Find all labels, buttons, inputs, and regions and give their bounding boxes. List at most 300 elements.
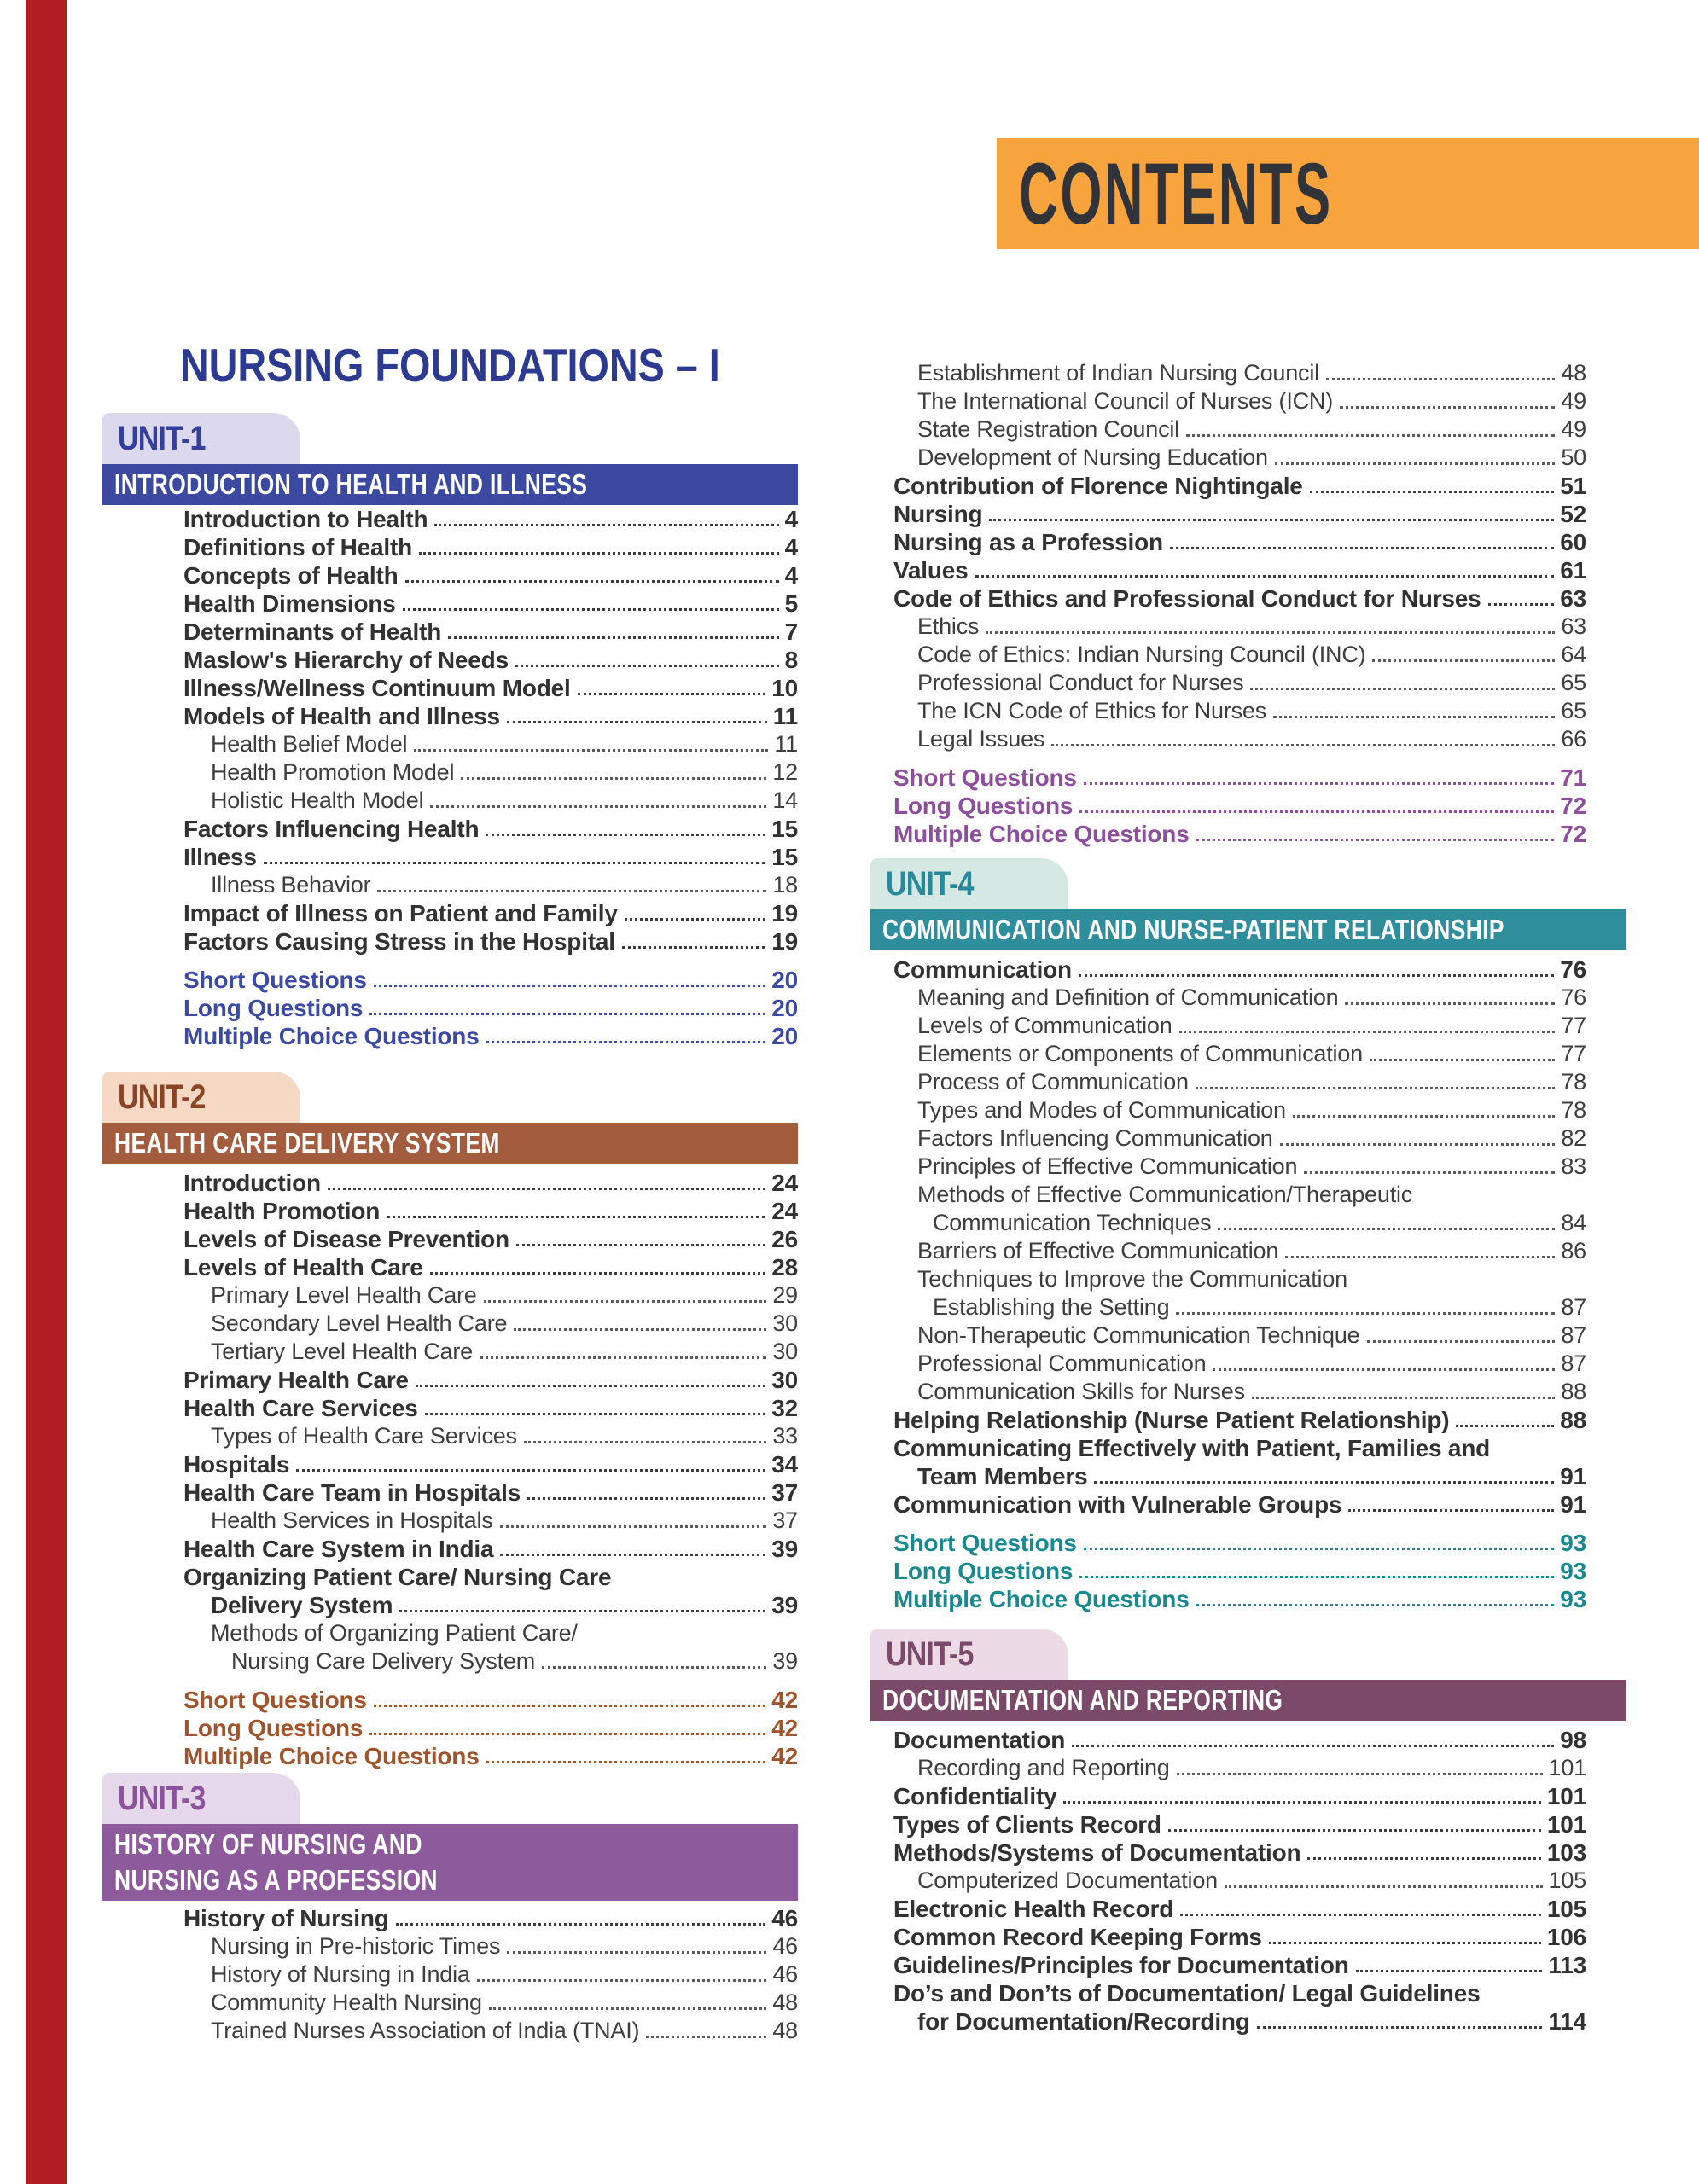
unit2-block (102, 1072, 798, 1770)
toc-page-number: 60 (1560, 529, 1586, 555)
dotted-leader (500, 1525, 767, 1528)
toc-entry (893, 472, 1626, 500)
toc-page-number: 48 (772, 1989, 798, 2015)
toc-entry (893, 1490, 1626, 1519)
toc-page-number: 33 (772, 1423, 798, 1449)
toc-page-number: 114 (1548, 2008, 1586, 2035)
dotted-leader (414, 749, 768, 752)
toc-entry-label: Health Care System in India (183, 1536, 494, 1562)
dotted-leader (1196, 1604, 1555, 1606)
dotted-leader (1340, 406, 1555, 409)
toc-entry-label: Professional Conduct for Nurses (917, 670, 1244, 695)
dotted-leader (1367, 1340, 1556, 1343)
dotted-leader (461, 777, 766, 780)
dotted-leader (1273, 716, 1555, 718)
dotted-leader (500, 1554, 765, 1556)
toc-page-number: 4 (784, 534, 798, 561)
toc-entry-label: Holistic Health Model (211, 787, 424, 813)
toc-entry-label: Values (893, 557, 969, 584)
toc-page-number: 24 (771, 1170, 798, 1196)
dotted-leader (524, 1441, 767, 1443)
toc-entry-label: Concepts of Health (183, 562, 399, 589)
toc-entry-label: Legal Issues (917, 726, 1045, 752)
toc-entry-label: Secondary Level Health Care (211, 1310, 508, 1336)
dotted-leader (516, 1244, 765, 1246)
dotted-leader (1250, 688, 1555, 690)
toc-entry (917, 1181, 1626, 1209)
dotted-leader (1177, 1773, 1543, 1775)
toc-page-number: 101 (1546, 1811, 1586, 1838)
toc-entry (211, 2017, 798, 2045)
dotted-leader (296, 1469, 765, 1472)
toc-entry-label: Communication Skills for Nurses (917, 1379, 1245, 1404)
toc-entry (211, 1932, 798, 1960)
toc-page-number: 106 (1546, 1924, 1586, 1950)
toc-page-number: 34 (771, 1451, 798, 1478)
toc-entry (917, 387, 1626, 415)
toc-entry (917, 697, 1626, 725)
unit5-tab (870, 1629, 1068, 1680)
toc-entry (893, 584, 1626, 613)
toc-page-number: 4 (784, 562, 798, 589)
toc-entry (893, 1923, 1626, 1951)
toc-entry-label: Communication with Vulnerable Groups (893, 1491, 1342, 1518)
toc-page-number: 101 (1546, 1783, 1586, 1809)
toc-page-number: 103 (1546, 1839, 1586, 1866)
toc-entry (917, 1754, 1626, 1782)
unit2-tab (102, 1072, 300, 1123)
dotted-leader (369, 1733, 765, 1735)
toc-page-number: 42 (771, 1687, 798, 1713)
dotted-leader (622, 946, 765, 949)
toc-entry (183, 505, 798, 533)
dotted-leader (1370, 1059, 1555, 1061)
page-edge-red-strip (26, 0, 67, 2184)
toc-page-number: 66 (1561, 726, 1586, 752)
toc-page-number: 5 (784, 590, 798, 617)
unit4-tab-label: UNIT-4 (886, 864, 974, 903)
toc-entry (183, 1197, 798, 1225)
toc-page-number: 88 (1560, 1407, 1586, 1433)
toc-entry (183, 1686, 798, 1714)
toc-entry (211, 1591, 798, 1619)
toc-entry (917, 1462, 1626, 1490)
toc-page-number: 77 (1561, 1013, 1586, 1038)
toc-entry (183, 533, 798, 561)
unit3cont-entries (870, 359, 1626, 848)
toc-page-number: 63 (1561, 613, 1586, 639)
unit3-title-bar (102, 1824, 798, 1901)
toc-entry (211, 730, 798, 758)
toc-entry (893, 1810, 1626, 1838)
toc-entry-label: Communication (893, 956, 1072, 983)
dotted-leader (377, 890, 766, 892)
toc-page-number: 8 (784, 647, 798, 673)
dotted-leader (1252, 1397, 1555, 1399)
toc-page-number: 72 (1560, 793, 1586, 819)
toc-entry-label: Hospitals (183, 1451, 290, 1478)
dotted-leader (399, 1610, 765, 1612)
dotted-leader (1079, 810, 1554, 813)
toc-entry (893, 556, 1626, 584)
unit3cont-questions (870, 764, 1626, 848)
unit2-title-bar (102, 1123, 798, 1164)
toc-page-number: 49 (1561, 388, 1586, 414)
toc-entry (211, 1989, 798, 2017)
toc-entry (917, 669, 1626, 697)
toc-entry (917, 1153, 1626, 1181)
dotted-leader (416, 1385, 765, 1387)
dotted-leader (646, 2036, 766, 2038)
toc-entry (917, 359, 1626, 387)
toc-entry (893, 1895, 1626, 1923)
toc-page-number: 84 (1561, 1210, 1586, 1235)
toc-page-number: 30 (771, 1367, 798, 1393)
toc-entry-label: for Documentation/Recording (917, 2008, 1250, 2035)
toc-page-number: 4 (784, 506, 798, 532)
toc-entry-label: Health Promotion (183, 1198, 381, 1224)
toc-page-number: 113 (1548, 1952, 1586, 1978)
toc-page-number: 24 (771, 1198, 798, 1224)
unit1-title-bar (102, 464, 798, 505)
unit5-title-bar (870, 1680, 1626, 1721)
toc-page-number: 98 (1560, 1727, 1586, 1753)
toc-page-number: 93 (1560, 1530, 1586, 1556)
dotted-leader (1051, 744, 1555, 746)
dotted-leader (1345, 1002, 1555, 1005)
toc-right-column (870, 0, 1626, 2184)
toc-page-number: 52 (1560, 501, 1586, 527)
toc-entry-label: Communicating Effectively with Patient, Families and (893, 1435, 1491, 1461)
unit4-entries (870, 956, 1626, 1613)
toc-entry-label: Illness Behavior (211, 872, 371, 897)
toc-entry (893, 1726, 1626, 1754)
dotted-leader (1213, 1368, 1555, 1371)
toc-entry-label: Code of Ethics: Indian Nursing Council (INC) (917, 642, 1366, 667)
toc-entry-label: The ICN Code of Ethics for Nurses (917, 698, 1267, 723)
toc-entry-label: Definitions of Health (183, 534, 413, 561)
toc-entry-label: Common Record Keeping Forms (893, 1924, 1262, 1950)
toc-page-number: 78 (1561, 1097, 1586, 1123)
toc-entry-label: Multiple Choice Questions (183, 1743, 480, 1769)
toc-page-number: 78 (1561, 1069, 1586, 1095)
toc-page-number: 48 (772, 2018, 798, 2043)
toc-entry-label: Introduction (183, 1170, 321, 1196)
toc-entry-label: Code of Ethics and Professional Conduct for Nurses (893, 585, 1481, 612)
unit2-title-line: HEALTH CARE DELIVERY SYSTEM (114, 1127, 500, 1159)
toc-entry-label: Factors Influencing Communication (917, 1125, 1273, 1151)
toc-entry (917, 613, 1626, 641)
toc-entry-label: Short Questions (183, 1687, 367, 1713)
dotted-leader (989, 519, 1554, 521)
unit5-tab-label: UNIT-5 (886, 1635, 974, 1673)
unit4-title-bar (870, 909, 1626, 950)
toc-entry (211, 1338, 798, 1366)
toc-entry-label: Health Dimensions (183, 590, 396, 617)
toc-entry-label: State Registration Council (917, 416, 1179, 442)
toc-page-number: 10 (771, 675, 798, 701)
toc-left-column (102, 0, 798, 2184)
toc-entry-label: Trained Nurses Association of India (TNAI) (211, 2018, 640, 2043)
toc-entry-label: Team Members (917, 1463, 1088, 1490)
toc-entry-label: Levels of Disease Prevention (183, 1226, 509, 1252)
toc-entry-label: Nursing (893, 501, 983, 527)
toc-entry (183, 994, 798, 1022)
toc-entry (183, 843, 798, 871)
toc-entry-label: Professional Communication (917, 1350, 1207, 1376)
toc-page-number: 46 (771, 1905, 798, 1931)
toc-page-number: 87 (1561, 1294, 1586, 1320)
dotted-leader (578, 693, 766, 695)
toc-page-number: 64 (1561, 642, 1586, 667)
toc-page-number: 83 (1561, 1153, 1586, 1179)
dotted-leader (1079, 974, 1554, 977)
toc-entry-label: Communication Techniques (933, 1210, 1212, 1235)
toc-entry (917, 1012, 1626, 1040)
toc-page-number: 65 (1561, 670, 1586, 695)
unit4-title-line: COMMUNICATION AND NURSE-PATIENT RELATIONSHIP (882, 914, 1504, 945)
toc-entry-label: History of Nursing (183, 1905, 389, 1931)
toc-entry-label: Primary Level Health Care (211, 1282, 477, 1308)
toc-page-number: 18 (772, 872, 798, 897)
dotted-leader (625, 918, 765, 921)
dotted-leader (1196, 839, 1555, 841)
dotted-leader (489, 2007, 767, 2010)
toc-page-number: 20 (771, 1023, 798, 1049)
toc-entry (211, 1422, 798, 1450)
toc-entry (917, 2007, 1626, 2036)
toc-page-number: 32 (771, 1395, 798, 1421)
toc-entry-label: Community Health Nursing (211, 1989, 482, 2015)
toc-entry-label: Elements or Components of Communication (917, 1041, 1363, 1066)
dotted-leader (1285, 1256, 1555, 1258)
toc-entry (211, 1310, 798, 1338)
toc-entry (183, 1169, 798, 1197)
toc-entry-label: Methods/Systems of Documentation (893, 1839, 1301, 1866)
toc-entry (183, 1563, 798, 1591)
dotted-leader (1304, 1171, 1555, 1174)
dotted-leader (1084, 782, 1554, 785)
dotted-leader (430, 1272, 766, 1275)
dotted-leader (486, 1041, 766, 1043)
dotted-leader (387, 1216, 765, 1218)
toc-entry (893, 1782, 1626, 1810)
toc-page-number: 39 (771, 1592, 798, 1618)
toc-page-number: 65 (1561, 698, 1586, 723)
toc-page-number: 20 (771, 967, 798, 993)
toc-entry (211, 758, 798, 787)
dotted-leader (542, 1666, 766, 1669)
toc-entry (183, 618, 798, 646)
toc-entry-label: Illness/Wellness Continuum Model (183, 675, 571, 701)
unit3-title-line: NURSING AS A PROFESSION (114, 1864, 438, 1896)
toc-entry (933, 1293, 1626, 1321)
dotted-leader (1186, 434, 1555, 437)
toc-entry (211, 1507, 798, 1535)
unit1-tab (102, 413, 300, 464)
toc-entry-label: Short Questions (893, 764, 1077, 791)
toc-page-number: 82 (1561, 1125, 1586, 1151)
toc-entry-label: Short Questions (183, 967, 367, 993)
toc-entry-label: Long Questions (893, 793, 1074, 819)
toc-entry-label: Long Questions (183, 995, 364, 1021)
toc-page-number: 15 (771, 844, 798, 870)
dotted-leader (484, 1300, 767, 1303)
toc-page-number: 28 (771, 1254, 798, 1281)
toc-entry-label: Helping Relationship (Nurse Patient Relationship) (893, 1407, 1450, 1433)
toc-entry (183, 1478, 798, 1507)
toc-entry (917, 1237, 1626, 1265)
toc-page-number: 14 (772, 787, 798, 813)
toc-entry (893, 792, 1626, 820)
toc-page-number: 46 (772, 1933, 798, 1959)
toc-entry (917, 1068, 1626, 1096)
toc-entry-label: Levels of Health Care (183, 1254, 423, 1281)
toc-entry-label: Multiple Choice Questions (183, 1023, 480, 1049)
toc-entry (183, 1714, 798, 1742)
dotted-leader (448, 636, 779, 639)
toc-entry-label: Models of Health and Illness (183, 703, 500, 729)
dotted-leader (369, 1013, 765, 1015)
toc-page-number: 91 (1560, 1491, 1586, 1518)
toc-entry (183, 1394, 798, 1422)
toc-entry-label: Methods of Effective Communication/Therapeutic (917, 1182, 1413, 1207)
toc-entry-label: Long Questions (183, 1715, 364, 1741)
toc-entry (893, 956, 1626, 984)
dotted-leader (1168, 1829, 1541, 1832)
toc-entry (917, 1350, 1626, 1378)
toc-entry-label: Introduction to Health (183, 506, 428, 532)
dotted-leader (986, 631, 1555, 634)
toc-page-number: 11 (772, 703, 798, 729)
toc-entry (893, 1585, 1626, 1613)
dotted-leader (1280, 1143, 1556, 1146)
dotted-leader (1293, 1115, 1556, 1118)
toc-entry (183, 590, 798, 618)
toc-entry-label: Health Care Services (183, 1395, 418, 1421)
toc-entry-label: Multiple Choice Questions (893, 821, 1190, 847)
dotted-leader (1094, 1481, 1554, 1484)
toc-entry-label: Primary Health Care (183, 1367, 409, 1393)
toc-page-number: 50 (1561, 444, 1586, 470)
toc-page-number: 12 (772, 759, 798, 785)
toc-page-number: 7 (784, 619, 798, 645)
dotted-leader (434, 524, 778, 526)
toc-page-number: 39 (771, 1536, 798, 1562)
toc-entry-label: Nursing Care Delivery System (231, 1648, 535, 1674)
toc-entry (917, 641, 1626, 669)
toc-entry-label: Documentation (893, 1727, 1066, 1753)
toc-entry-label: Process of Communication (917, 1069, 1189, 1095)
dotted-leader (1218, 1228, 1555, 1230)
dotted-leader (486, 834, 765, 836)
dotted-leader (1063, 1801, 1540, 1804)
toc-page-number: 93 (1560, 1558, 1586, 1584)
dotted-leader (425, 1413, 766, 1415)
toc-page-number: 72 (1560, 821, 1586, 847)
toc-entry (917, 1321, 1626, 1350)
toc-entry-label: Types and Modes of Communication (917, 1097, 1286, 1123)
toc-entry (893, 820, 1626, 848)
unit4-tab (870, 858, 1068, 909)
toc-entry-label: Delivery System (211, 1592, 393, 1618)
toc-page-number: 91 (1560, 1463, 1586, 1490)
toc-entry (183, 966, 798, 994)
toc-entry-label: Electronic Health Record (893, 1896, 1174, 1922)
toc-entry (893, 1979, 1626, 2007)
toc-page-number: 46 (772, 1961, 798, 1987)
toc-page-number: 61 (1560, 557, 1586, 584)
dotted-leader (1072, 1745, 1554, 1747)
toc-entry (183, 674, 798, 702)
toc-entry (183, 1366, 798, 1394)
toc-entry (893, 528, 1626, 556)
book-part-title-label: NURSING FOUNDATIONS – I (180, 339, 720, 392)
toc-entry-label: Illness (183, 844, 257, 870)
toc-entry (183, 815, 798, 843)
toc-page-number: 26 (771, 1226, 798, 1252)
toc-page-number: 20 (771, 995, 798, 1021)
toc-page-number: 30 (772, 1310, 798, 1336)
toc-entry-label: Computerized Documentation (917, 1867, 1218, 1893)
toc-entry (917, 1867, 1626, 1895)
dotted-leader (1326, 378, 1555, 380)
toc-page-number: 93 (1560, 1586, 1586, 1612)
toc-entry (893, 1406, 1626, 1434)
toc-page-number: 101 (1548, 1755, 1586, 1780)
toc-entry (893, 1838, 1626, 1867)
toc-page-number: 105 (1548, 1867, 1586, 1893)
toc-entry (183, 561, 798, 590)
toc-entry (183, 702, 798, 730)
toc-entry (183, 1904, 798, 1932)
toc-entry-label: Health Care Team in Hospitals (183, 1479, 521, 1506)
dotted-leader (328, 1188, 765, 1190)
toc-entry-label: Health Belief Model (211, 731, 408, 757)
dotted-leader (430, 805, 766, 808)
toc-entry-label: Development of Nursing Education (917, 444, 1268, 470)
dotted-leader (480, 1356, 766, 1359)
unit3-tab-label: UNIT-3 (118, 1779, 206, 1817)
toc-entry (211, 871, 798, 899)
unit2-entries (102, 1169, 798, 1770)
toc-entry (893, 1529, 1626, 1557)
dotted-leader (1170, 547, 1554, 549)
toc-page-number: 71 (1560, 764, 1586, 791)
toc-entry-label: Establishing the Setting (933, 1294, 1170, 1320)
toc-page-number: 87 (1561, 1350, 1586, 1376)
toc-entry (211, 787, 798, 815)
toc-entry (183, 1450, 798, 1478)
unit4-questions (870, 1529, 1626, 1613)
toc-entry (917, 1378, 1626, 1406)
dotted-leader (1225, 1885, 1543, 1888)
dotted-leader (1084, 1548, 1554, 1550)
unit2-tab-label: UNIT-2 (118, 1077, 206, 1116)
dotted-leader (477, 1979, 767, 1982)
toc-entry (933, 1209, 1626, 1237)
unit2-questions (102, 1686, 798, 1770)
unit5-title-line: DOCUMENTATION AND REPORTING (882, 1684, 1283, 1716)
toc-page-number: 42 (771, 1743, 798, 1769)
toc-page-number: 15 (771, 816, 798, 842)
toc-entry-label: Nursing in Pre-historic Times (211, 1933, 501, 1959)
toc-entry-label: Types of Clients Record (893, 1811, 1161, 1838)
toc-entry (211, 1619, 798, 1647)
dotted-leader (1257, 2026, 1543, 2029)
unit1-block (102, 413, 798, 1050)
toc-page-number: 11 (774, 731, 798, 757)
